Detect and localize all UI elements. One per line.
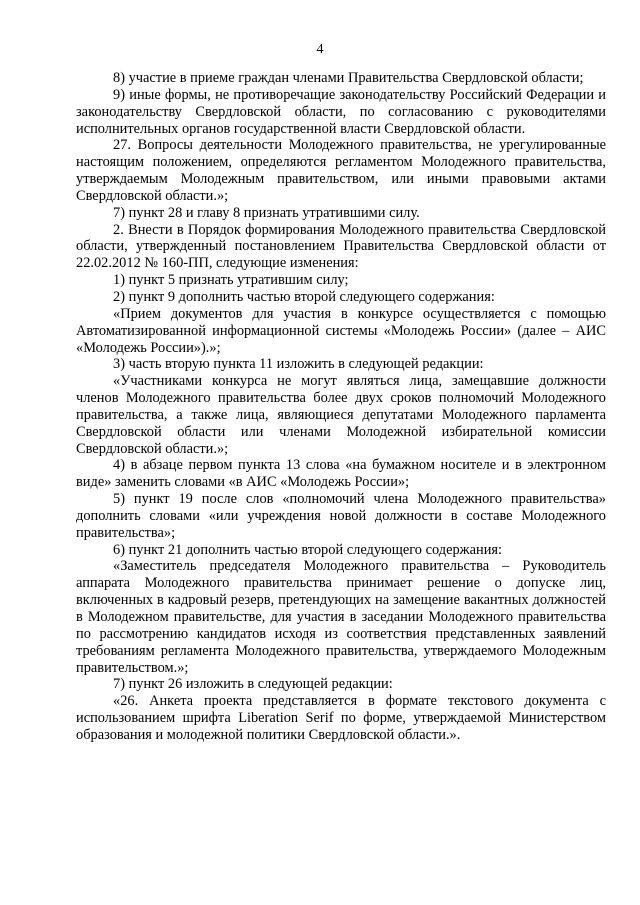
paragraph-change-2: 2) пункт 9 дополнить частью второй следующего содержания: <box>113 288 495 305</box>
paragraph-change-1: 1) пункт 5 признать утратившим силу; <box>113 272 349 289</box>
paragraph-quote-clause-9: «Прием документов для участия в конкурсе осуществляется с помощью Автоматизированной информационной системы «Молодежь России» (далее – АИС «Молодежь России»).»; <box>76 305 606 356</box>
document-body <box>76 70 606 744</box>
paragraph-item-8: 8) участие в приеме граждан членами Правительства Свердловской области; <box>113 70 584 86</box>
page-number: 4 <box>316 42 324 57</box>
paragraph-quote-clause-21: «Заместитель председателя Молодежного правительства – Руководитель аппарата Молодежного правительства принимает решение о допуске лиц, включенных в кадровый резерв, претендующих на замещение вакантных должностей в Молодежном правительстве, для участия в заседании Молодежного правительства по рассмотрению кандидатов исходя из соответствия представленных заявлений требованиям регламента Молодежного правительства, утверждаемого Молодежным правительством.»; <box>76 558 606 676</box>
paragraph-change-7: 7) пункт 26 изложить в следующей редакции: <box>113 676 393 693</box>
paragraph-change-4: 4) в абзаце первом пункта 13 слова «на бумажном носителе и в электронном виде» заменить словами «в АИС «Молодежь России»; <box>76 457 606 491</box>
paragraph-quote-clause-26: «26. Анкета проекта представляется в формате текстового документа с использованием шрифта Liberation Serif по форме, утверждаемой Министерством образования и молодежной политики Свердловской области.». <box>76 693 606 743</box>
paragraph-change-6: 6) пункт 21 дополнить частью второй следующего содержания: <box>113 541 503 558</box>
paragraph-change-5: 5) пункт 19 после слов «полномочий члена Молодежного правительства» дополнить словами «или учреждения новой должности в составе Молодежного правительства»; <box>76 491 606 541</box>
paragraph-section-2: 2. Внести в Порядок формирования Молодежного правительства Свердловской области, утвержденный постановлением Правительства Свердловской области от 22.02.2012 № 160-ПП, следующие изменения: <box>76 221 606 272</box>
paragraph-change-3: 3) часть вторую пункта 11 изложить в следующей редакции: <box>113 356 484 373</box>
paragraph-item-9: 9) иные формы, не противоречащие законодательству Российский Федерации и законодательству Свердловской области, по согласованию с руководителями исполнительных органов государственной власти Свердловской области. <box>76 86 606 137</box>
paragraph-clause-27: 27. Вопросы деятельности Молодежного правительства, не урегулированные настоящим положением, определяются регламентом Молодежного правительства, утверждаемым Молодежным правительством, или иными правовыми актами Свердловской области.»; <box>76 137 606 204</box>
paragraph-amendment-7: 7) пункт 28 и главу 8 признать утратившими силу. <box>113 204 420 221</box>
paragraph-quote-clause-11: «Участниками конкурса не могут являться лица, замещавшие должности членов Молодежного правительства более двух сроков полномочий Молодежного правительства, а также лица, являющиеся депутатами Молодежного парламента Свердловской области или членами Молодежной избирательной комиссии Свердловской области.»; <box>76 373 606 457</box>
